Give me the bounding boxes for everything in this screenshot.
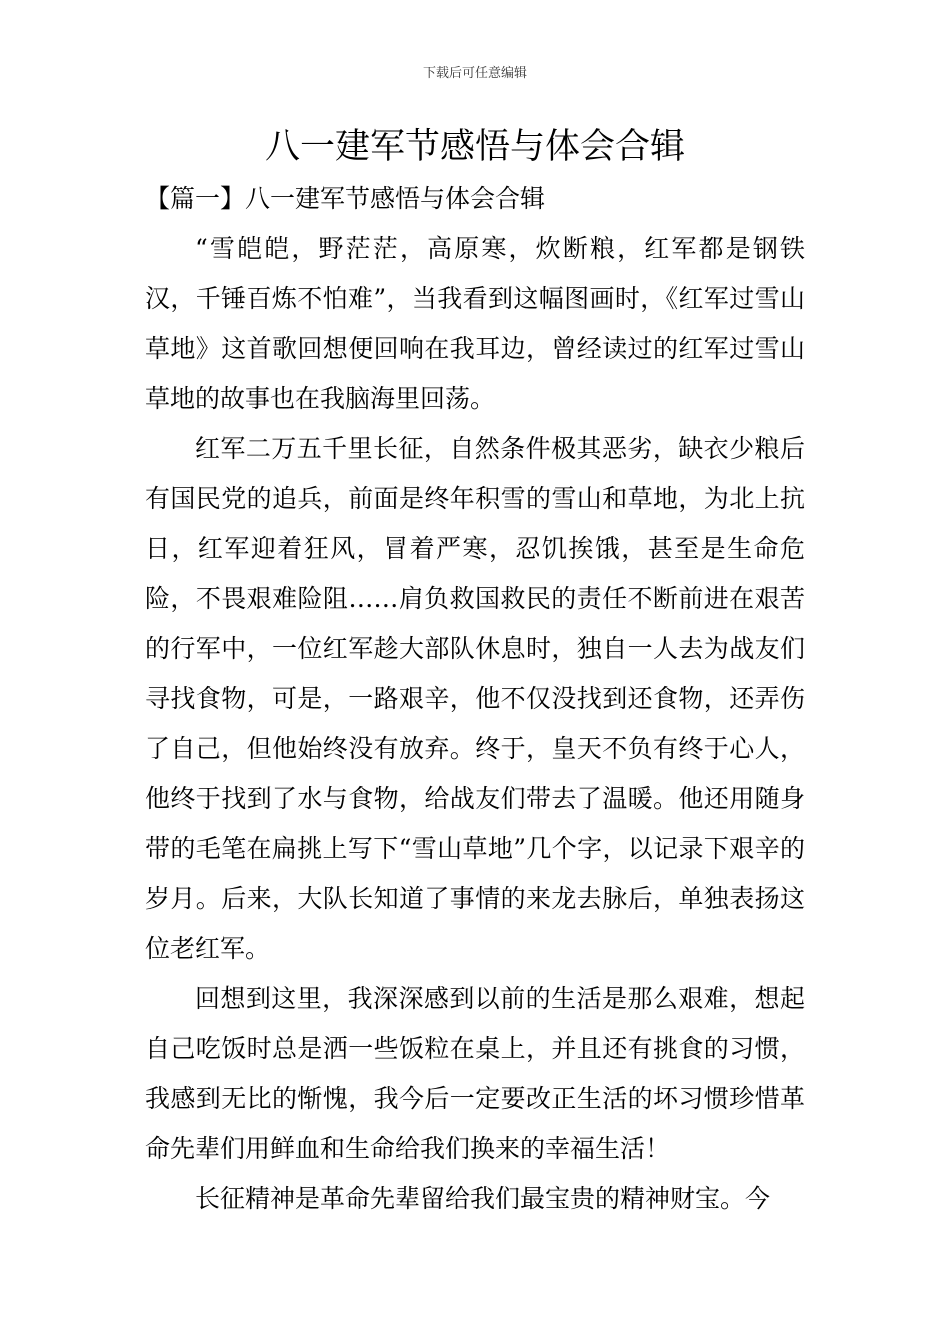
section-heading: 【篇一】八一建军节感悟与体会合辑 bbox=[145, 184, 546, 213]
page-title: 八一建军节感悟与体会合辑 bbox=[264, 127, 685, 167]
paragraph: “雪皑皑，野茫茫，高原寒，炊断粮，红军都是钢铁汉，千锤百炼不怕难”，当我看到这幅图画时，《红军过雪山草地》这首歌回想便回响在我耳边，曾经读过的红军过雪山草地的故事也在我脑海里回荡。 bbox=[145, 234, 805, 413]
paragraph: 长征精神是革命先辈留给我们最宝贵的精神财宝。今 bbox=[195, 1184, 771, 1213]
article-body bbox=[145, 224, 805, 1224]
paragraph: 回想到这里，我深深感到以前的生活是那么艰难，想起自己吃饭时总是洒一些饭粒在桌上，并且还有挑食的习惯，我感到无比的惭愧，我今后一定要改正生活的坏习惯珍惜革命先辈们用鲜血和生命给我们换来的幸福生活！ bbox=[145, 984, 805, 1163]
paragraph: 红军二万五千里长征，自然条件极其恶劣，缺衣少粮后有国民党的追兵，前面是终年积雪的雪山和草地，为北上抗日，红军迎着狂风，冒着严寒，忍饥挨饿，甚至是生命危险，不畏艰难险阻……肩负救国救民的责任不断前进在艰苦的行军中，一位红军趁大部队休息时，独自一人去为战友们寻找食物，可是，一路艰辛，他不仅没找到还食物，还弄伤了自己，但他始终没有放弃。终于，皇天不负有终于心人，他终于找到了水与食物，给战友们带去了温暖。他还用随身带的毛笔在扁挑上写下“雪山草地”几个字，以记录下艰辛的岁月。后来，大队长知道了事情的来龙去脉后，单独表扬这位老红军。 bbox=[145, 434, 805, 963]
header-note: 下载后可任意编辑 bbox=[422, 66, 527, 81]
